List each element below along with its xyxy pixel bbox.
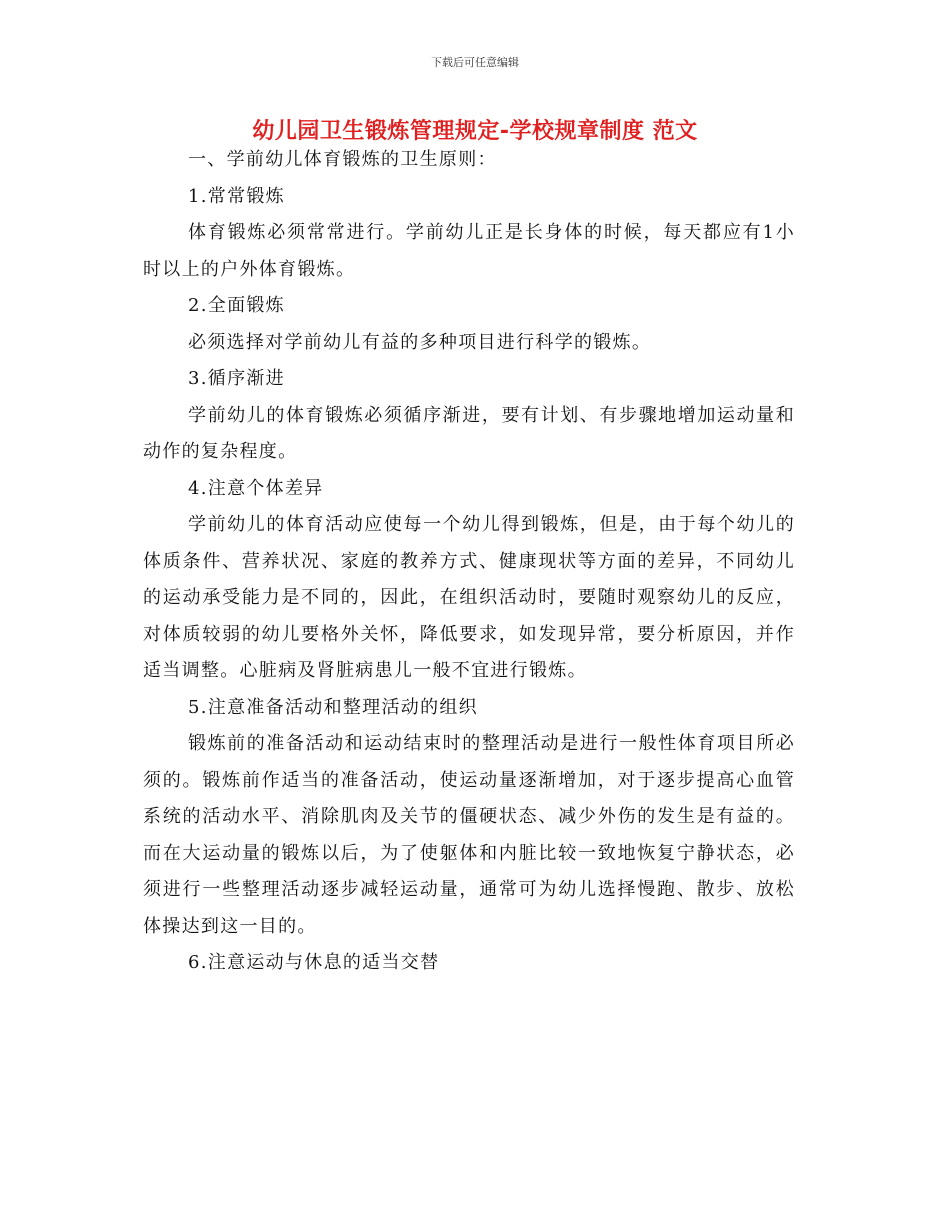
paragraph-warmup-cooldown: 锻炼前的准备活动和运动结束时的整理活动是进行一般性体育项目所必须的。锻炼前作适当的准备活动，使运动量逐渐增加，对于逐步提高心血管系统的活动水平、消除肌肉及关节的僵硬状态、减少外伤的发生是有益的。而在大运动量的锻炼以后，为了使躯体和内脏比较一致地恢复宁静状态，必须进行一些整理活动逐步减轻运动量，通常可为幼儿选择慢跑、散步、放松体操达到这一目的。 <box>143 733 795 937</box>
subheading-gradual-progress: 3.循序渐进 <box>188 368 285 389</box>
document-body <box>143 142 795 982</box>
subheading-individual-differences: 4.注意个体差异 <box>188 477 324 499</box>
paragraph-regular-exercise: 体育锻炼必须常常进行。学前幼儿正是长身体的时候，每天都应有1小时以上的户外体育锻炼。 <box>143 222 795 280</box>
subheading-comprehensive-exercise: 2.全面锻炼 <box>188 295 285 316</box>
subheading-regular-exercise: 1.常常锻炼 <box>188 185 285 207</box>
paragraph-comprehensive-exercise: 必须选择对学前幼儿有益的多种项目进行科学的锻炼。 <box>188 331 652 353</box>
paragraph-gradual-progress: 学前幼儿的体育锻炼必须循序渐进，要有计划、有步骤地增加运动量和动作的复杂程度。 <box>143 404 795 462</box>
page-header-note: 下载后可任意编辑 <box>431 56 519 69</box>
subheading-warmup-cooldown: 5.注意准备活动和整理活动的组织 <box>188 696 478 718</box>
document-title: 幼儿园卫生锻炼管理规定-学校规章制度 范文 <box>252 119 698 144</box>
section-heading-hygiene-principles: 一、学前幼儿体育锻炼的卫生原则： <box>188 149 497 170</box>
paragraph-individual-differences: 学前幼儿的体育活动应使每一个幼儿得到锻炼，但是，由于每个幼儿的体质条件、营养状况、家庭的教养方式、健康现状等方面的差异，不同幼儿的运动承受能力是不同的，因此，在组织活动时，要随时观察幼儿的反应，对体质较弱的幼儿要格外关怀，降低要求，如发现异常，要分析原因，并作适当调整。心脏病及肾脏病患儿一般不宜进行锻炼。 <box>143 514 795 681</box>
subheading-exercise-rest-alternation: 6.注意运动与休息的适当交替 <box>188 952 440 973</box>
